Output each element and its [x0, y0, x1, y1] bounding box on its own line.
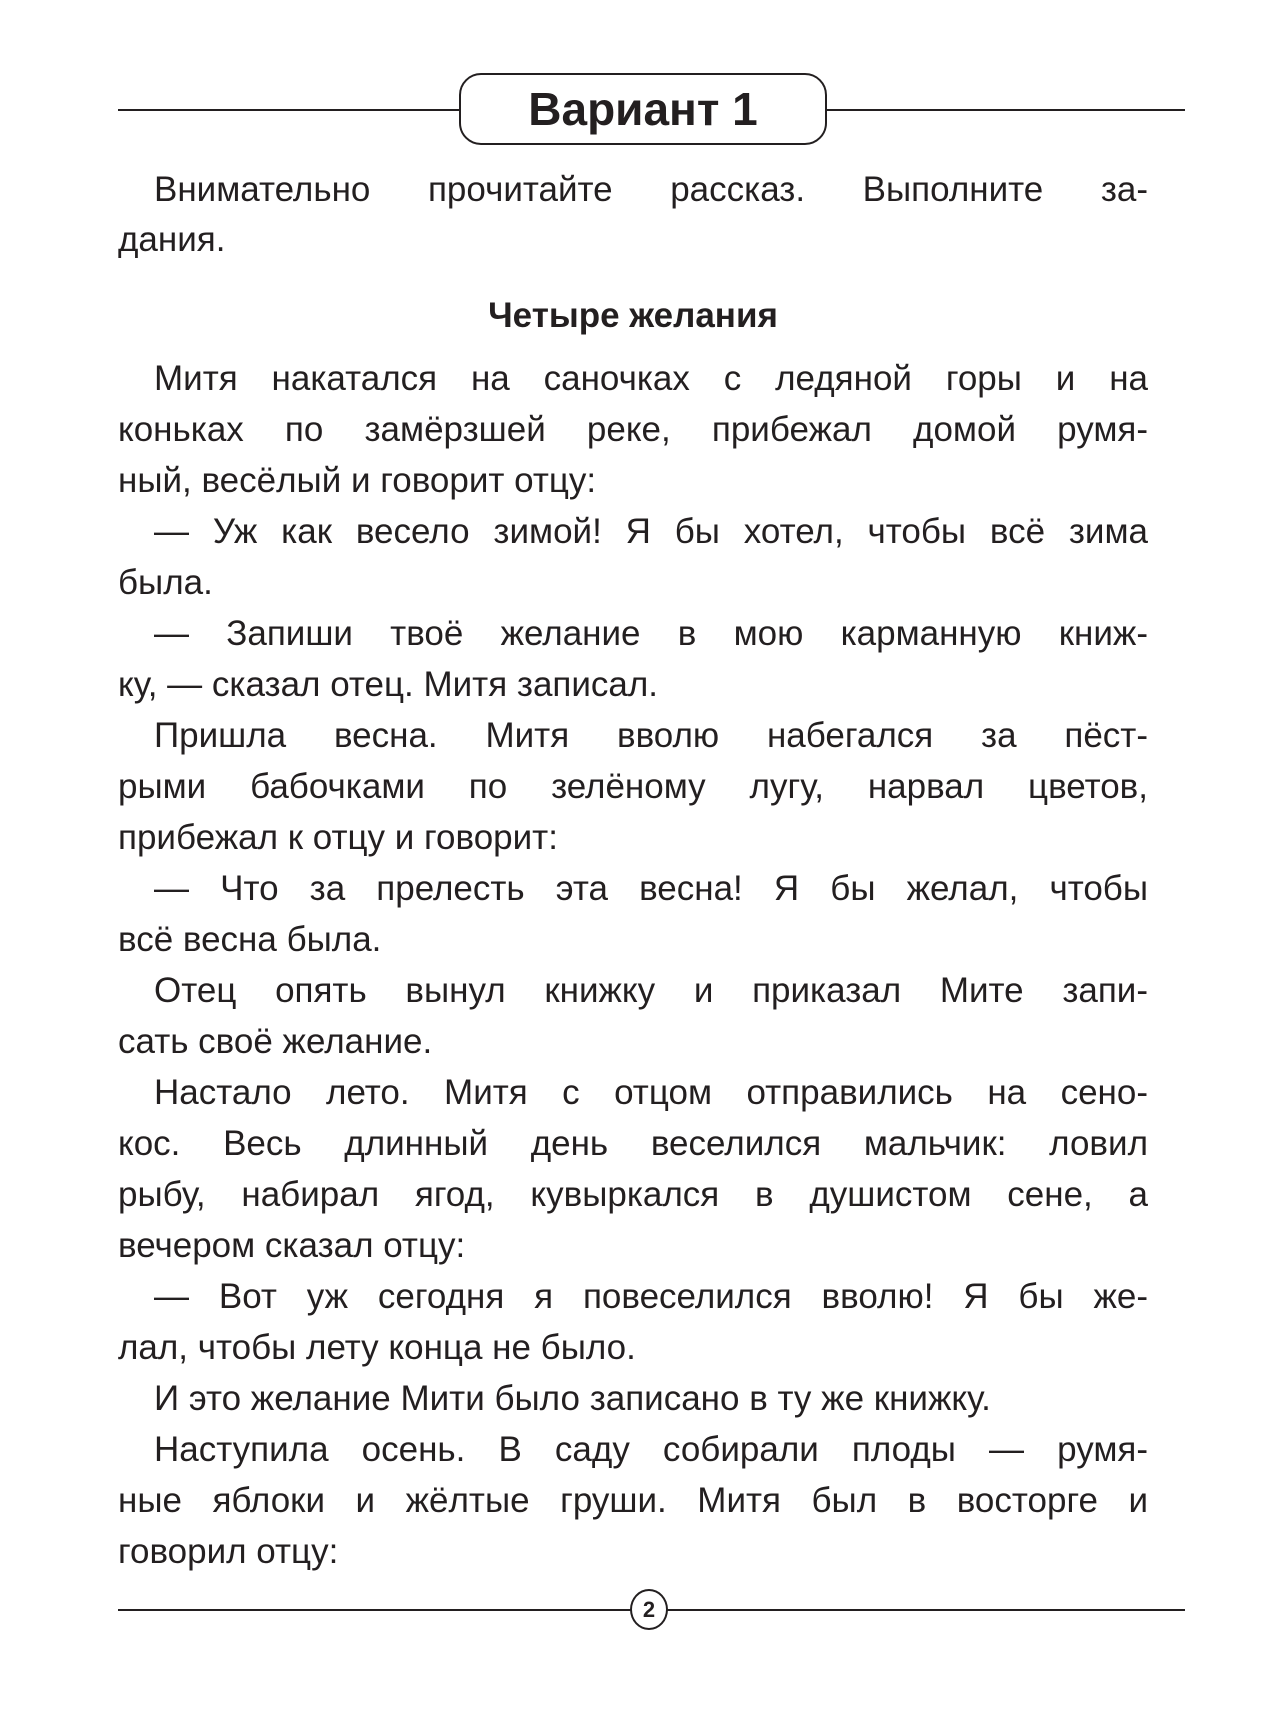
text-line: говорил отцу:	[118, 1532, 339, 1571]
text-line: Наступила осень. В саду собирали плоды — румя-	[154, 1430, 1148, 1469]
instructions	[118, 165, 1148, 265]
story-paragraph	[118, 353, 1148, 506]
story-paragraph	[118, 1424, 1148, 1577]
text-line: сать своё желание.	[118, 1022, 433, 1061]
text-line: — Что за прелесть эта весна! Я бы желал, чтобы	[154, 869, 1148, 908]
story-paragraph	[118, 863, 1148, 965]
text-line: рыбу, набирал ягод, кувыркался в душистом сене, а	[118, 1175, 1148, 1214]
instructions-paragraph	[118, 165, 1148, 265]
story-paragraph	[118, 1271, 1148, 1373]
variant-title-text: Вариант 1	[528, 83, 758, 135]
story-paragraph	[118, 1067, 1148, 1271]
text-line: И это желание Мити было записано в ту же книжку.	[154, 1379, 991, 1418]
text-line: ный, весёлый и говорит отцу:	[118, 461, 597, 500]
text-line: лал, чтобы лету конца не было.	[118, 1328, 636, 1367]
header-rule-right	[826, 109, 1185, 111]
text-line: Настало лето. Митя с отцом отправились на сено-	[154, 1073, 1148, 1112]
text-line: — Вот уж сегодня я повеселился вволю! Я бы же-	[154, 1277, 1148, 1316]
text-line: ку, — сказал отец. Митя записал.	[118, 665, 659, 704]
story-paragraph	[118, 710, 1148, 863]
page-number-text: 2	[642, 1596, 656, 1622]
text-line: дания.	[118, 220, 226, 259]
header-rule-left	[118, 109, 460, 111]
text-line: вечером сказал отцу:	[118, 1226, 466, 1265]
text-line: ные яблоки и жёлтые груши. Митя был в восторге и	[118, 1481, 1148, 1520]
text-line: рыми бабочками по зелёному лугу, нарвал цветов,	[118, 767, 1148, 806]
story-paragraph	[118, 608, 1148, 710]
text-line: коньках по замёрзшей реке, прибежал домой румя-	[118, 410, 1148, 449]
text-line: всё весна была.	[118, 920, 382, 959]
text-line: Внимательно прочитайте рассказ. Выполните за-	[154, 170, 1148, 209]
story-title: Четыре желания	[488, 296, 778, 335]
text-line: Митя накатался на саночках с ледяной горы и на	[154, 359, 1148, 398]
text-line: была.	[118, 563, 213, 602]
story-paragraph	[118, 506, 1148, 608]
text-line: Пришла весна. Митя вволю набегался за пёст-	[154, 716, 1148, 755]
story-paragraph	[118, 1373, 1148, 1424]
text-line: прибежал к отцу и говорит:	[118, 818, 558, 857]
text-line: — Уж как весело зимой! Я бы хотел, чтобы всё зима	[154, 512, 1148, 551]
text-line: — Запиши твоё желание в мою карманную книж-	[154, 614, 1148, 653]
text-line: кос. Весь длинный день веселился мальчик: ловил	[118, 1124, 1148, 1163]
variant-title	[459, 73, 827, 145]
story-text	[118, 353, 1148, 1577]
page-number	[630, 1589, 668, 1630]
text-line: Отец опять вынул книжку и приказал Мите запи-	[154, 971, 1148, 1010]
story-paragraph	[118, 965, 1148, 1067]
